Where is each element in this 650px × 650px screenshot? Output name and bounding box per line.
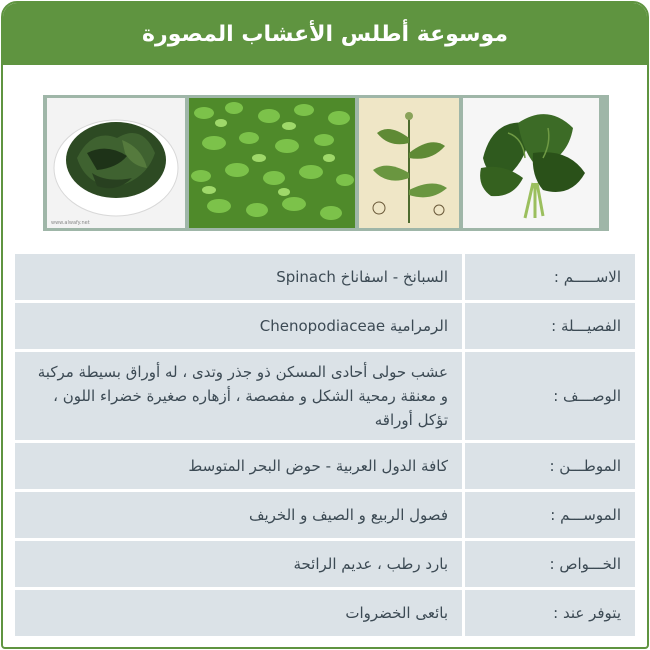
availability-value: بائعى الخضروات: [15, 590, 462, 636]
info-row-availability: [15, 590, 635, 636]
fresh-spinach-image: [463, 98, 599, 228]
herb-info-table: [15, 251, 635, 639]
info-row-description: [15, 352, 635, 440]
info-row-habitat: [15, 443, 635, 489]
family-label: الفصيـــلة :: [462, 303, 635, 349]
habitat-value: كافة الدول العربية - حوض البحر المتوسط: [15, 443, 462, 489]
properties-label: الخـــواص :: [462, 541, 635, 587]
botanical-illustration-image: [359, 98, 459, 228]
description-value: عشب حولى أحادى المسكن ذو جذر وتدى ، له أوراق بسيطة مركبة و معنقة رمحية الشكل و مفصصة ، أزهاره صغيرة خضراء اللون ، تؤكل أوراقه: [15, 352, 462, 440]
season-value: فصول الربيع و الصيف و الخريف: [15, 492, 462, 538]
season-label: الموســـم :: [462, 492, 635, 538]
family-value: الرمرامية Chenopodiaceae: [15, 303, 462, 349]
description-label: الوصـــف :: [462, 352, 635, 440]
info-row-family: [15, 303, 635, 349]
spinach-field-image: [189, 98, 355, 228]
habitat-label: الموطـــن :: [462, 443, 635, 489]
image-watermark: www.alwafy.net: [51, 220, 90, 226]
info-row-name: [15, 254, 635, 300]
dried-spinach-image: [47, 98, 185, 228]
image-strip: [43, 95, 609, 231]
info-row-season: [15, 492, 635, 538]
atlas-card: [1, 1, 649, 649]
properties-value: بارد رطب ، عديم الرائحة: [15, 541, 462, 587]
info-row-properties: [15, 541, 635, 587]
name-label: الاســـــم :: [462, 254, 635, 300]
availability-label: يتوفر عند :: [462, 590, 635, 636]
name-value: السبانخ - اسفاناخ Spinach: [15, 254, 462, 300]
page-title: موسوعة أطلس الأعشاب المصورة: [3, 3, 647, 65]
